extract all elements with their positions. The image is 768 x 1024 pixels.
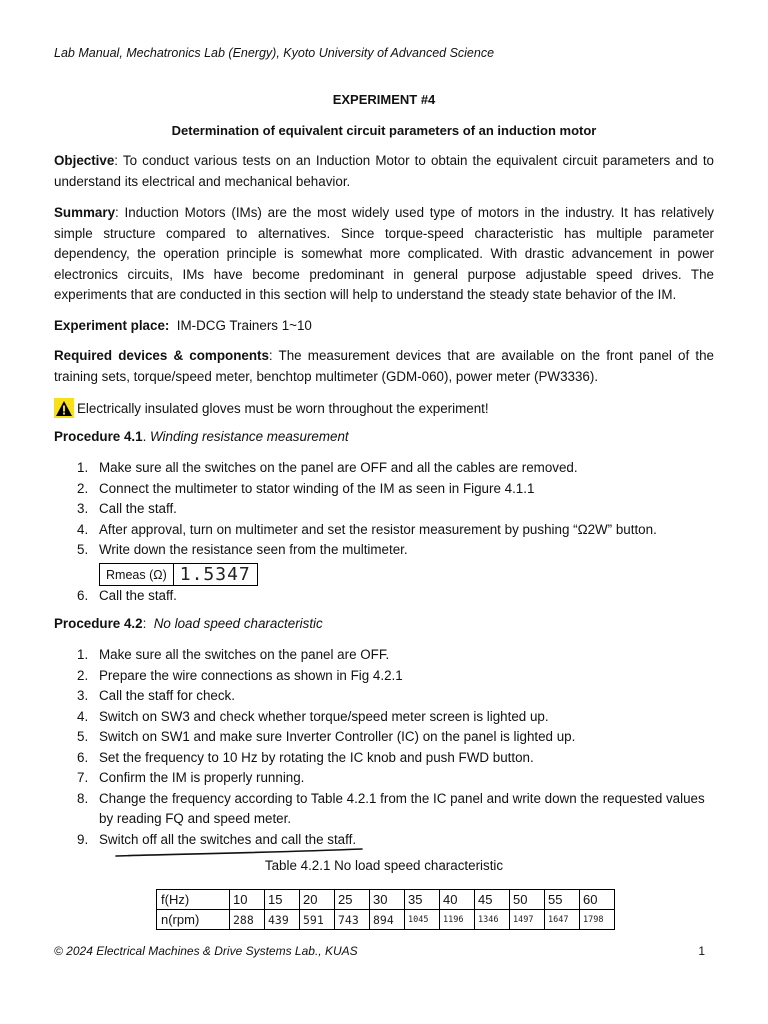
step-number: 9. [77,831,89,847]
list-item [54,748,719,769]
step-number: 5. [77,542,89,557]
step-number: 3. [77,688,89,703]
procedure-4-2-heading [54,616,323,631]
speed-cell: 894 [370,910,405,930]
step-number: 6. [77,588,89,603]
devices-paragraph [54,346,714,387]
page-number: 1 [698,944,705,958]
place-text: IM-DCG Trainers 1~10 [169,318,312,333]
step-number: 7. [77,770,89,785]
list-item [54,645,719,666]
list-item [54,586,177,607]
step-number: 5. [77,729,89,744]
summary-text: : Induction Motors (IMs) are the most widely used type of motors in the industry. It has relatively simple structure compared to alternatives. Since torque-speed characteristic has multiple parameter dependency, the operation principle is somewhat more complicated. With drastic advancement in power electronics circuits, IMs have become predominant in general purpose adjustable speed drives. The experiments that are conducted in this section will help to understand the steady state behavior of the IM. [54,205,714,302]
frequency-cell: 35 [405,890,440,910]
procedure-4-1-heading [54,429,349,444]
frequency-header: f(Hz) [157,890,230,910]
procedure-4-1-steps-continued [54,586,177,607]
objective-text: : To conduct various tests on an Induction Motor to obtain the equivalent circuit parameters and to understand its electrical and mechanical behavior. [54,153,714,189]
frequency-cell: 25 [335,890,370,910]
no-load-speed-table [156,889,615,930]
frequency-cell: 10 [230,890,265,910]
list-item [54,768,719,789]
step-number: 1. [77,460,89,475]
rmeas-value: 1.5347 [173,564,257,586]
devices-text: : The measurement devices that are available on the front panel of the training sets, torque/speed meter, benchtop multimeter (GDM-060), power meter (PW3336). [54,348,714,384]
frequency-cell: 50 [510,890,545,910]
speed-cell: 439 [265,910,300,930]
page-footer: © 2024 Electrical Machines & Drive Systems Lab., KUAS [54,944,358,958]
step-number: 4. [77,521,89,537]
step-text: Set the frequency to 10 Hz by rotating the IC knob and push FWD button. [99,749,534,765]
speed-cell: 288 [230,910,265,930]
speed-cell: 1045 [405,910,440,930]
step-text: Prepare the wire connections as shown in Fig 4.2.1 [99,667,403,683]
step-number: 1. [77,647,89,662]
speed-cell: 1647 [545,910,580,930]
step-text: Connect the multimeter to stator winding of the IM as seen in Figure 4.1.1 [99,480,535,496]
step-text: Write down the resistance seen from the multimeter. [99,542,408,557]
step-text: Call the staff. [99,588,177,603]
speed-cell: 1346 [475,910,510,930]
list-item [54,458,657,479]
frequency-cell: 60 [580,890,615,910]
procedure-4-1-steps [54,458,657,561]
table-row [157,910,615,930]
table-row [157,890,615,910]
list-item [54,479,657,500]
rmeas-label: Rmeas (Ω) [100,564,174,586]
step-text: Switch on SW3 and check whether torque/speed meter screen is lighted up. [99,708,549,724]
procedure-4-2-separator: : [142,616,154,631]
list-item [54,686,719,707]
list-item [54,520,657,541]
warning-row [54,398,489,418]
step-number: 2. [77,480,89,496]
step-number: 2. [77,667,89,683]
step-text: After approval, turn on multimeter and set the resistor measurement by pushing “Ω2W” button. [99,521,657,537]
step-text: Switch off all the switches and call the staff. [99,831,357,847]
warning-text: Electrically insulated gloves must be worn throughout the experiment! [77,400,489,416]
experiment-number: EXPERIMENT #4 [332,92,436,107]
summary-label: Summary [54,205,116,220]
frequency-cell: 30 [370,890,405,910]
experiment-place-paragraph [54,316,714,337]
summary-paragraph [54,203,714,306]
step-text: Switch on SW1 and make sure Inverter Controller (IC) on the panel is lighted up. [99,729,576,744]
list-item [54,540,657,561]
step-text: Change the frequency according to Table 4.2.1 from the IC panel and write down the requested values by reading FQ and speed meter. [99,790,705,826]
speed-cell: 1196 [440,910,475,930]
speed-cell: 1497 [510,910,545,930]
frequency-cell: 15 [265,890,300,910]
step-number: 6. [77,749,89,765]
table-caption: Table 4.2.1 No load speed characteristic [264,858,504,873]
page-header: Lab Manual, Mechatronics Lab (Energy), Kyoto University of Advanced Science [54,46,495,60]
procedure-4-2-steps [54,645,719,850]
step-number: 8. [77,790,89,806]
objective-label: Objective [54,153,115,168]
frequency-cell: 45 [475,890,510,910]
procedure-4-1-label: Procedure 4.1 [54,429,143,444]
step-number: 3. [77,501,89,516]
speed-cell: 591 [300,910,335,930]
procedure-4-1-title: Winding resistance measurement [150,429,349,444]
step-text: Make sure all the switches on the panel are OFF. [99,647,390,662]
frequency-cell: 55 [545,890,580,910]
procedure-4-2-title: No load speed characteristic [153,616,323,631]
list-item [54,707,719,728]
list-item [54,789,719,830]
step-text: Call the staff. [99,501,177,516]
frequency-cell: 20 [300,890,335,910]
rmeas-table [99,563,258,586]
devices-label: Required devices & components [54,348,269,363]
procedure-4-2-label: Procedure 4.2 [54,616,143,631]
place-label: Experiment place: [54,318,170,333]
objective-paragraph [54,151,714,192]
speed-header: n(rpm) [157,910,230,930]
warning-icon [54,398,74,418]
step-text: Call the staff for check. [99,688,235,703]
speed-cell: 1798 [580,910,615,930]
list-item [54,666,719,687]
experiment-title: Determination of equivalent circuit parameters of an induction motor [171,123,597,138]
list-item [54,727,719,748]
step-text: Confirm the IM is properly running. [99,770,305,785]
list-item [54,499,657,520]
step-number: 4. [77,708,89,724]
frequency-cell: 40 [440,890,475,910]
step-text: Make sure all the switches on the panel are OFF and all the cables are removed. [99,460,578,475]
speed-cell: 743 [335,910,370,930]
procedure-4-1-separator: . [142,429,151,444]
